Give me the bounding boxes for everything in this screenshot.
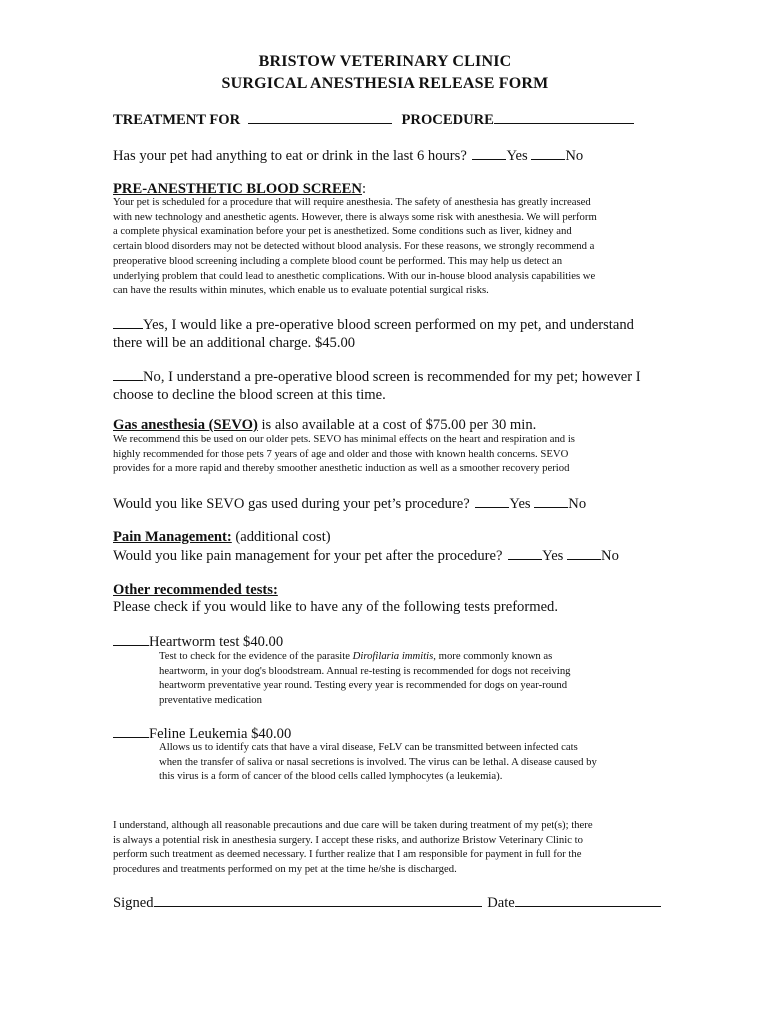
procedure-label: PROCEDURE xyxy=(401,112,494,128)
consent-line: is always a potential risk in anesthesia surgery. I accept these risks, and authorize Bristow Veterinary Clinic to xyxy=(113,833,583,846)
fasting-no-label: No xyxy=(565,148,584,164)
fasting-no-blank[interactable] xyxy=(531,146,565,160)
signed-label: Signed xyxy=(113,895,154,911)
blood-screen-accept-option xyxy=(113,315,634,352)
felv-label: Feline Leukemia $40.00 xyxy=(149,726,292,742)
blood-screen-line: can have the results within minutes, which enable us to evaluate potential surgical risks. xyxy=(113,284,489,297)
felv-line: this virus is a form of cancer of the blood cells called lymphocytes (a leukemia). xyxy=(159,770,503,783)
pain-question: Would you like pain management for your pet after the procedure? xyxy=(113,548,503,564)
blood-screen-text xyxy=(113,195,597,298)
signature-blank[interactable] xyxy=(154,893,482,907)
date-blank[interactable] xyxy=(515,893,661,907)
accept-blood-screen-blank[interactable] xyxy=(113,315,143,329)
pain-yes-label: Yes xyxy=(542,548,564,564)
sevo-no-blank[interactable] xyxy=(534,494,568,508)
consent-text xyxy=(113,818,593,877)
blood-screen-line: underlying problem that could lead to anesthetic complications. With our in-house blood analysis capabilities we xyxy=(113,269,596,282)
sevo-line: provides for a more rapid and thereby smoother anesthetic induction as well as a smoother recovery period xyxy=(113,462,570,475)
signature-row xyxy=(113,893,661,912)
pain-no-label: No xyxy=(601,548,619,564)
sevo-line: highly recommended for those pets 7 years of age and older and those with known health concerns. SEVO xyxy=(113,447,569,460)
blood-screen-line: Your pet is scheduled for a procedure that will require anesthesia. The safety of anesthesia has greatly increased xyxy=(113,196,591,208)
sevo-question: Would you like SEVO gas used during your pet’s procedure? xyxy=(113,496,470,512)
sevo-question-row xyxy=(113,494,586,513)
date-label: Date xyxy=(487,895,515,911)
blood-screen-colon: : xyxy=(361,181,367,197)
sevo-yes-label: Yes xyxy=(509,496,531,512)
consent-line: I understand, although all reasonable precautions and due care will be taken during treatment of my pet(s); there xyxy=(113,819,593,831)
sevo-heading: Gas anesthesia (SEVO) xyxy=(113,417,258,433)
decline-blood-screen-text-2: choose to decline the blood screen at this time. xyxy=(113,387,386,403)
pain-no-blank[interactable] xyxy=(567,546,601,560)
decline-blood-screen-text: No, I understand a pre-operative blood screen is recommended for my pet; however I xyxy=(143,369,641,385)
blood-screen-line: a complete physical examination before your pet is anesthetized. Some conditions such as liver, kidney and xyxy=(113,225,572,238)
heartworm-label: Heartworm test $40.00 xyxy=(149,634,284,650)
sevo-text xyxy=(113,432,575,476)
fasting-yes-label: Yes xyxy=(506,148,528,164)
treatment-label: TREATMENT FOR xyxy=(113,112,241,128)
tests-intro: Please check if you would like to have any of the following tests preformed. xyxy=(113,599,558,615)
pain-yes-blank[interactable] xyxy=(508,546,542,560)
fasting-yes-blank[interactable] xyxy=(472,146,506,160)
accept-blood-screen-text: Yes, I would like a pre-operative blood screen performed on my pet, and understand xyxy=(143,317,634,333)
pain-heading-rest: (additional cost) xyxy=(231,529,331,545)
accept-blood-screen-text-2: there will be an additional charge. $45.00 xyxy=(113,335,356,351)
heartworm-description xyxy=(159,649,571,708)
heartworm-line: preventative medication xyxy=(159,694,262,707)
pain-question-row xyxy=(113,546,619,565)
heartworm-blank[interactable] xyxy=(113,632,149,646)
felv-line: Allows us to identify cats that have a viral disease, FeLV can be transmitted between infected cats xyxy=(159,741,578,753)
blood-screen-heading: PRE-ANESTHETIC BLOOD SCREEN xyxy=(113,181,362,197)
heartworm-line-end: , more commonly known as xyxy=(433,650,553,662)
fasting-row xyxy=(113,146,583,165)
blood-screen-decline-option xyxy=(113,367,641,404)
blood-screen-line: with new technology and anesthetic agents. However, there is always some risk with anesthesia. We will perform xyxy=(113,210,597,223)
heartworm-line: heartworm, in your dog's bloodstream. Annual re-testing is recommended for dogs not receiving xyxy=(159,664,571,677)
felv-line: when the transfer of saliva or nasal secretions is involved. The virus can be lethal. A disease caused by xyxy=(159,755,597,768)
pain-heading: Pain Management: xyxy=(113,529,232,545)
sevo-heading-rest: is also available at a cost of $75.00 per 30 min. xyxy=(257,417,537,433)
consent-line: procedures and treatments performed on my pet at the time he/she is discharged. xyxy=(113,863,457,876)
form-title: SURGICAL ANESTHESIA RELEASE FORM xyxy=(221,75,549,92)
sevo-yes-blank[interactable] xyxy=(475,494,509,508)
heartworm-line: Test to check for the evidence of the parasite xyxy=(159,650,353,662)
pain-heading-row xyxy=(113,528,331,546)
felv-blank[interactable] xyxy=(113,724,149,738)
procedure-blank[interactable] xyxy=(494,110,634,124)
treatment-blank[interactable] xyxy=(248,110,392,124)
blood-screen-line: certain blood disorders may not be detected without blood analysis. For these reasons, we strongly recommend a xyxy=(113,240,595,253)
sevo-no-label: No xyxy=(568,496,587,512)
treatment-row xyxy=(113,110,634,129)
tests-heading-row xyxy=(113,581,278,599)
clinic-name: BRISTOW VETERINARY CLINIC xyxy=(258,53,512,70)
blood-screen-line: preoperative blood screening including a complete blood count be performed. This may help us detect an xyxy=(113,254,563,267)
felv-description xyxy=(159,740,597,784)
tests-heading: Other recommended tests: xyxy=(113,582,278,598)
decline-blood-screen-blank[interactable] xyxy=(113,367,143,381)
heartworm-line: heartworm preventative year round. Testing every year is recommended for dogs on year-round xyxy=(159,679,568,692)
fasting-question: Has your pet had anything to eat or drink in the last 6 hours? xyxy=(113,148,467,164)
parasite-name: Dirofilaria immitis xyxy=(352,650,434,662)
sevo-line: We recommend this be used on our older pets. SEVO has minimal effects on the heart and respiration and is xyxy=(113,433,575,445)
consent-line: perform such treatment as deemed necessary. I further realize that I am responsible for payment in full for the xyxy=(113,848,582,861)
